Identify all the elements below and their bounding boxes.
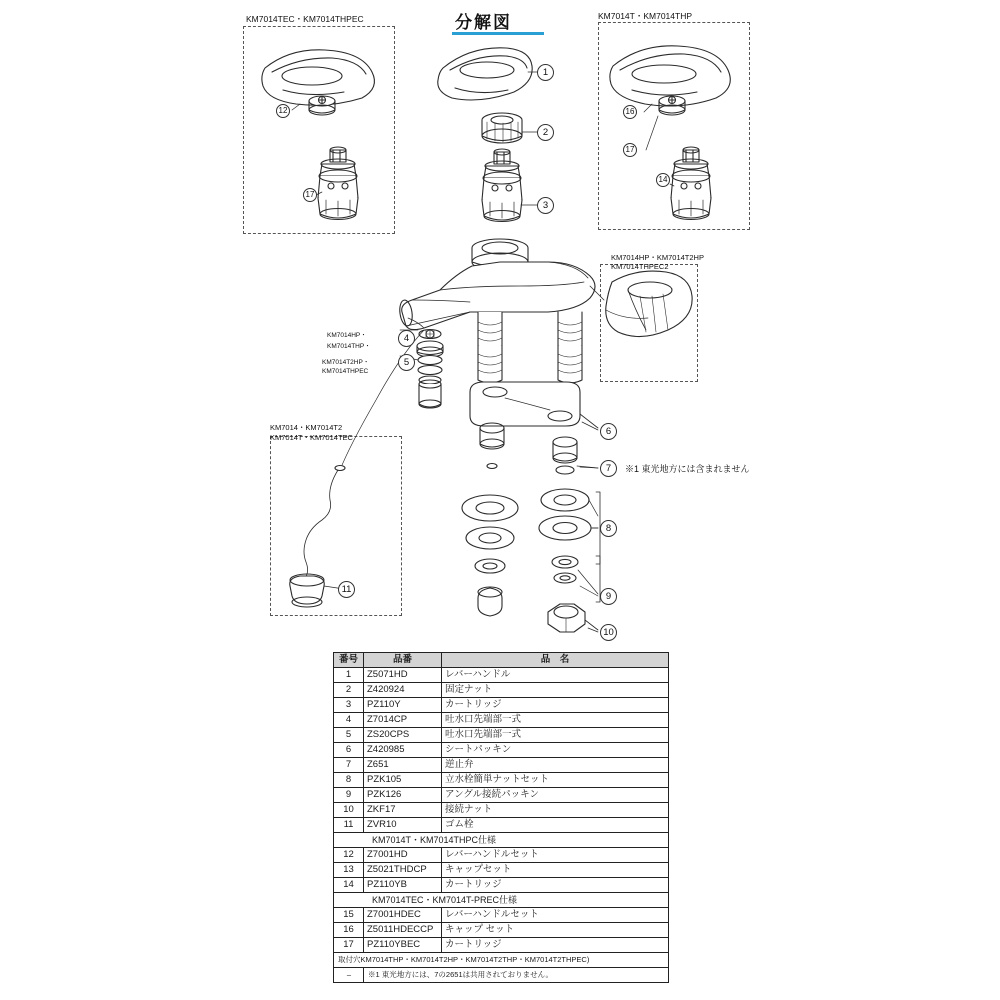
check-valve-note: ※1 東光地方には含まれません [625, 464, 750, 474]
table-row [334, 743, 669, 758]
group-label-mid-right-line2: KM7014THPEC2 [611, 262, 669, 271]
section-label: 取付穴KM7014THP・KM7014T2HP・KM7014T2THP・KM7014T2THPEC) [334, 953, 669, 968]
group-label-top-right: KM7014T・KM7014THP [598, 11, 693, 21]
cell-code: ZKF17 [364, 803, 442, 818]
cell-no: 16 [334, 923, 364, 938]
cell-no: – [334, 968, 364, 983]
table-row [334, 713, 669, 728]
cell-no: 8 [334, 773, 364, 788]
cell-no: 1 [334, 668, 364, 683]
callout-17-left: 17 [303, 188, 317, 202]
callout-9: 9 [600, 588, 617, 605]
table-row [334, 683, 669, 698]
cell-no: 15 [334, 908, 364, 923]
table-row [334, 698, 669, 713]
cell-no: 10 [334, 803, 364, 818]
cell-no: 9 [334, 788, 364, 803]
header-code: 品番 [364, 653, 442, 668]
cell-no: 4 [334, 713, 364, 728]
cell-code: ZS20CPS [364, 728, 442, 743]
cell-name: レバーハンドルセット [442, 908, 669, 923]
cell-code: PZK105 [364, 773, 442, 788]
header-name: 品 名 [442, 653, 669, 668]
table-row [334, 923, 669, 938]
section-label: KM7014TEC・KM7014T-PREC仕様 [334, 893, 669, 908]
cell-code: PZK126 [364, 788, 442, 803]
callout-3: 3 [537, 197, 554, 214]
cell-name: 接続ナット [442, 803, 669, 818]
table-section-row [334, 953, 669, 968]
table-row [334, 803, 669, 818]
cell-name: 逆止弁 [442, 758, 669, 773]
table-row [334, 668, 669, 683]
table-section-row [334, 893, 669, 908]
header-no: 番号 [334, 653, 364, 668]
cell-code: PZ110Y [364, 698, 442, 713]
callout-14: 14 [656, 173, 670, 187]
cell-code: Z7001HDEC [364, 908, 442, 923]
table-footnote-row [334, 968, 669, 983]
callout-16: 16 [623, 105, 637, 119]
callout-8: 8 [600, 520, 617, 537]
cell-no: 7 [334, 758, 364, 773]
group-label-top-left: KM7014TEC・KM7014THPEC [246, 14, 364, 24]
cell-code: PZ110YBEC [364, 938, 442, 953]
table-row [334, 758, 669, 773]
callout-4: 4 [398, 330, 415, 347]
cell-name: 吐水口先端部一式 [442, 728, 669, 743]
group-label-lower-left-line2: KM7014T・KM7014TEC [270, 433, 353, 442]
table-row [334, 878, 669, 893]
callout-11: 11 [338, 581, 355, 598]
cell-name: 吐水口先端部一式 [442, 713, 669, 728]
cell-name: カートリッジ [442, 938, 669, 953]
spout-label-3: KM7014T2HP・ [322, 359, 370, 366]
table-row [334, 938, 669, 953]
cell-no: 13 [334, 863, 364, 878]
table-row [334, 773, 669, 788]
cell-no: 6 [334, 743, 364, 758]
cell-no: 5 [334, 728, 364, 743]
group-label-mid-right-line1: KM7014HP・KM7014T2HP [611, 253, 704, 262]
callout-12: 12 [276, 104, 290, 118]
cell-name: ゴム栓 [442, 818, 669, 833]
cell-code: Z651 [364, 758, 442, 773]
cell-no: 17 [334, 938, 364, 953]
table-row [334, 863, 669, 878]
cell-code: PZ110YB [364, 878, 442, 893]
cell-name: キャップセット [442, 863, 669, 878]
callout-2: 2 [537, 124, 554, 141]
cell-name: レバーハンドルセット [442, 848, 669, 863]
callout-7: 7 [600, 460, 617, 477]
page-title: 分解図 [455, 13, 512, 32]
table-section-row [334, 833, 669, 848]
cell-code: Z5011HDECCP [364, 923, 442, 938]
cell-name: キャップ セット [442, 923, 669, 938]
cell-name: シートパッキン [442, 743, 669, 758]
spout-label-1: KM7014HP・ [327, 332, 367, 339]
cell-name: アングル接続パッキン [442, 788, 669, 803]
table-row [334, 788, 669, 803]
callout-5: 5 [398, 354, 415, 371]
table-header-row [334, 653, 669, 668]
parts-table [333, 652, 669, 983]
cell-no: 14 [334, 878, 364, 893]
cell-name: 固定ナット [442, 683, 669, 698]
cell-name: カートリッジ [442, 698, 669, 713]
group-label-lower-left-line1: KM7014・KM7014T2 [270, 423, 343, 432]
cell-no: 2 [334, 683, 364, 698]
table-row [334, 728, 669, 743]
table-row [334, 848, 669, 863]
table-row [334, 908, 669, 923]
cell-code: Z420924 [364, 683, 442, 698]
cell-code: ZVR10 [364, 818, 442, 833]
cell-name: 立水栓簡単ナットセット [442, 773, 669, 788]
section-label: KM7014T・KM7014THPC仕様 [334, 833, 669, 848]
cell-code: Z420985 [364, 743, 442, 758]
cell-code: Z5021THDCP [364, 863, 442, 878]
callout-1: 1 [537, 64, 554, 81]
spout-label-4: KM7014THPEC [322, 368, 369, 375]
callout-17-right: 17 [623, 143, 637, 157]
spout-label-2: KM7014THP・ [327, 343, 371, 350]
cell-code: Z7014CP [364, 713, 442, 728]
cell-name: レバーハンドル [442, 668, 669, 683]
cell-no: 11 [334, 818, 364, 833]
cell-name: カートリッジ [442, 878, 669, 893]
cell-no: 3 [334, 698, 364, 713]
cell-no: 12 [334, 848, 364, 863]
footnote-text: ※1 東光地方には、7の2651は共用されておりません。 [364, 968, 669, 983]
callout-10: 10 [600, 624, 617, 641]
callout-6: 6 [600, 423, 617, 440]
cell-code: Z5071HD [364, 668, 442, 683]
cell-code: Z7001HD [364, 848, 442, 863]
table-row [334, 818, 669, 833]
